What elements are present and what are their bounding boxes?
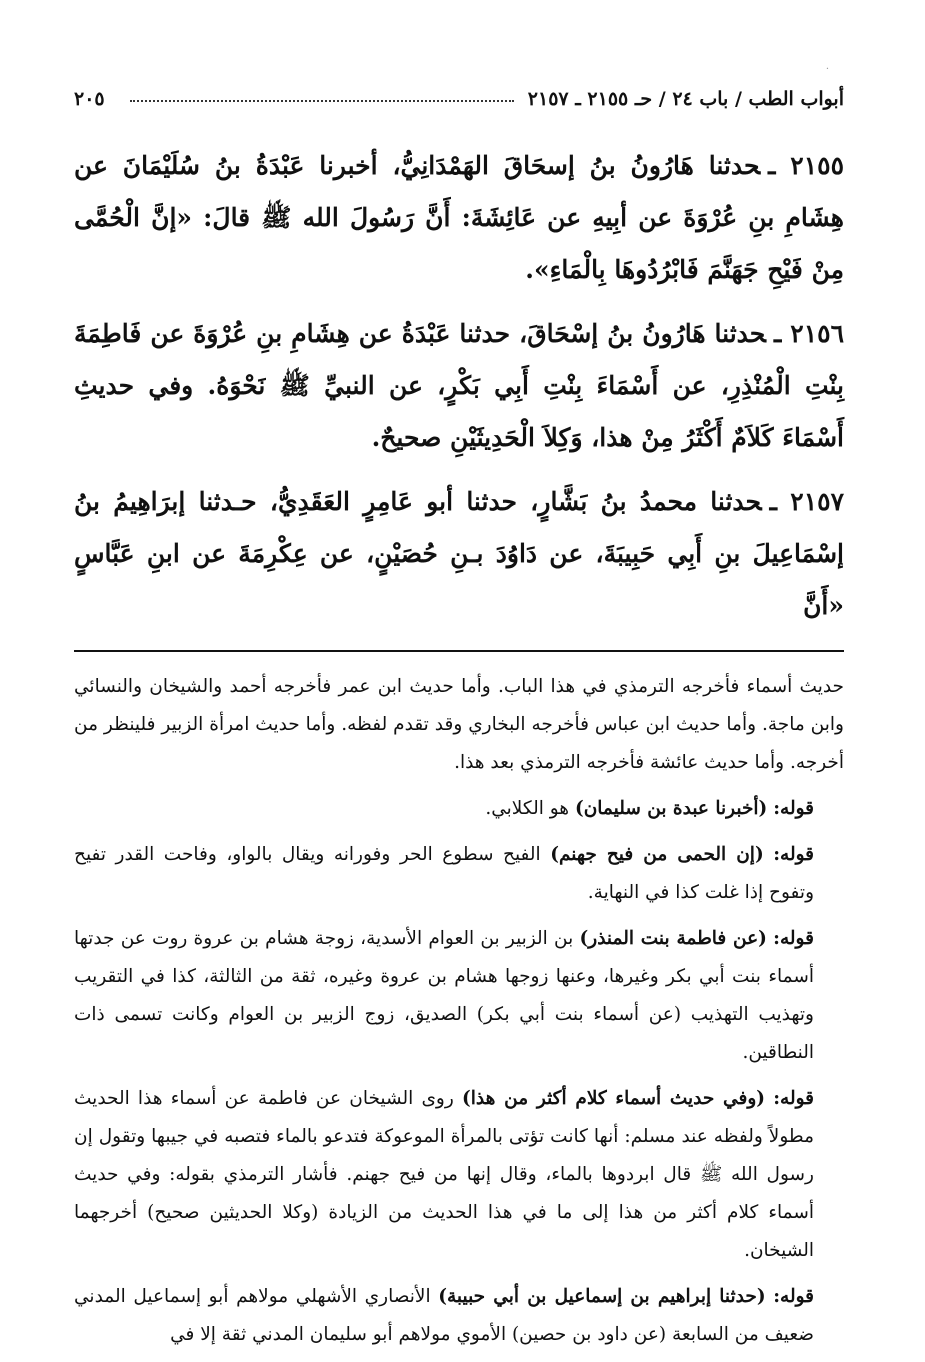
commentary-paragraph [74, 836, 844, 912]
commentary-label: قوله: [773, 798, 814, 819]
running-title: أبواب الطب / باب ٢٤ / حـ ٢١٥٥ ـ ٢١٥٧ [527, 88, 844, 110]
commentary-text: بن الزبير بن العوام الأسدية، زوجة هشام بن عروة روت عن جدتها أسماء بنت أبي بكر وغيرها، وعنها زوجها هشام بن عروة وغيره، ثقة من الثالثة، كذا في التقريب وتهذيب التهذيب (عن أسماء بنت أبي بكر) الصديق، زوج الزبير بن العوام وكانت تسمى ذات النطاقين. [74, 928, 814, 1063]
scan-mark: · [825, 64, 829, 75]
commentary-quote: (حدثنا إبراهيم بن إسماعيل بن أبي حبيبة) [438, 1286, 766, 1307]
page-number: ٢٠٥ [74, 88, 105, 110]
commentary-text: الفيح سطوع الحر وفورانه ويقال بالواو، وفاحت القدر تفيح وتفوح إذا غلت كذا في النهاية. [74, 844, 814, 903]
commentary-paragraph [74, 1080, 844, 1270]
hadith-number: ٢١٥٥ ـ [768, 151, 844, 180]
commentary-label: قوله: [773, 928, 814, 949]
commentary-paragraph [74, 790, 844, 828]
commentary-quote: (عن فاطمة بنت المنذر) [579, 928, 767, 949]
commentary-quote: (وفي حديث أسماء كلام أكثر من هذا) [462, 1088, 766, 1109]
hadith-paragraph [74, 140, 844, 296]
commentary-label: قوله: [773, 1088, 815, 1109]
footnote-divider [74, 650, 844, 652]
commentary-quote: (أخبرنا عبدة بن سليمان) [574, 798, 768, 819]
commentary-section [74, 668, 844, 1354]
hadith-number: ٢١٥٧ ـ [769, 487, 845, 516]
commentary-paragraph [74, 920, 844, 1072]
hadith-text: حدثنا هَارُونُ بنُ إسْحَاقَ، حدثنا عَبْدَةُ عن هِشَامِ بنِ عُرْوَةَ عن فَاطِمَةَ بِنْتِ الْمُنْذِرِ، عن أَسْمَاءَ بِنْتِ أَبِي بَكْرٍ، عن النبيِّ ﷺ نَحْوَهُ. وفي حديثِ أَسْمَاءَ كَلاَمٌ أَكْثَرُ مِنْ هذا، وَكِلاَ الْحَدِيثَيْنِ صحيحٌ. [74, 319, 844, 452]
commentary-paragraph [74, 1278, 844, 1354]
commentary-text: هو الكلابي. [485, 798, 570, 819]
hadith-text: حدثنا محمدُ بنُ بَشَّارٍ، حدثنا أبو عَامِرٍ العَقَدِيُّ، حـدثنا إبرَاهِيمُ بنُ إسْمَاعِيلَ بنِ أَبِي حَبِيبَةَ، عن دَاوُدَ بـنِ حُصَيْنٍ، عن عِكْرِمَةَ عن ابنِ عَبَّاسٍ «أَنَّ [74, 487, 844, 620]
document-page [74, 82, 844, 1362]
commentary-quote: (إن الحمى من فيح جهنم) [550, 844, 764, 865]
commentary-paragraph [74, 668, 844, 782]
commentary-label: قوله: [773, 844, 814, 865]
commentary-text: روى الشيخان عن فاطمة عن أسماء هذا الحديث مطولاً ولفظه عند مسلم: أنها كانت تؤتى بالمرأة الموعوكة فتدعو بالماء فتصبه في جيبها وتقول إن رسول الله ﷺ قال ابردوها بالماء، وقال إنها من فيح جهنم. فأشار الترمذي بقوله: وفي حديث أسماء كلام أكثر من هذا إلى ما في هذا الحديث من الزيادة (وكلا الحديثين صحيح) أخرجهما الشيخان. [74, 1088, 814, 1261]
dotted-leader [130, 100, 514, 102]
hadith-number: ٢١٥٦ ـ [773, 319, 845, 348]
hadith-text: حدثنا هَارُونُ بنُ إسحَاقَ الهَمْدَانِيُّ، أخبرنا عَبْدَةُ بنُ سُلَيْمَانَ عن هِشَامِ بنِ عُرْوَةَ عن أبِيهِ عن عَائِشَةَ: أَنَّ رَسُولَ الله ﷺ قالَ: «إنَّ الْحُمَّى مِنْ فَيْحِ جَهَنَّمَ فَابْرُدُوهَا بِالْمَاءِ». [74, 151, 844, 284]
hadith-paragraph [74, 308, 844, 464]
commentary-label: قوله: [773, 1286, 815, 1307]
hadith-paragraph [74, 476, 844, 632]
commentary-text: الأنصاري الأشهلي مولاهم أبو إسماعيل المدني ضعيف من السابعة (عن داود بن حصين) الأموي مولاهم أبو سليمان المدني ثقة إلا في [74, 1286, 814, 1345]
page-header [74, 82, 844, 116]
hadith-text-section [74, 140, 844, 632]
commentary-text: حديث أسماء فأخرجه الترمذي في هذا الباب. وأما حديث ابن عمر فأخرجه أحمد والشيخان والنسائي وابن ماجة. وأما حديث ابن عباس فأخرجه البخاري وقد تقدم لفظه. وأما حديث امرأة الزبير فلينظر من أخرجه. وأما حديث عائشة فأخرجه الترمذي بعد هذا. [74, 676, 844, 773]
